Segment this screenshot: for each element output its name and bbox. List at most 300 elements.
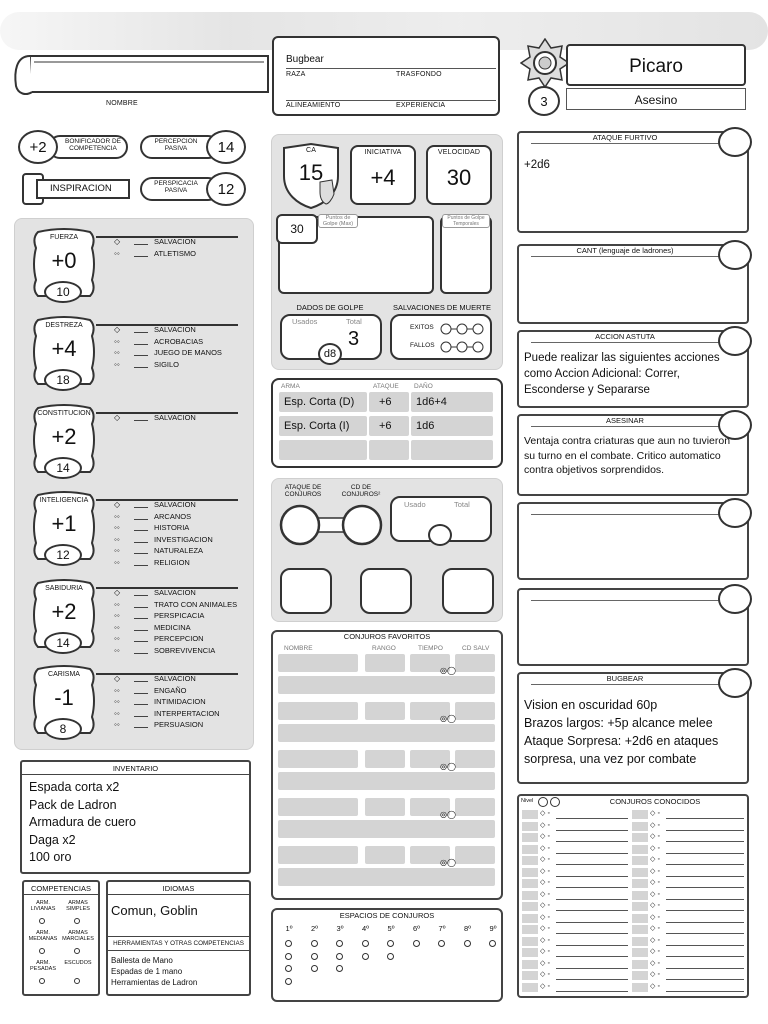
ability-modifier[interactable]: +2 — [51, 424, 77, 449]
known-spell-line[interactable] — [556, 876, 628, 877]
feature-uses-circle[interactable] — [718, 240, 752, 270]
favorite-spell-name[interactable] — [278, 654, 358, 672]
name-scroll-icon — [12, 52, 270, 100]
known-spell-level-field[interactable] — [522, 891, 538, 900]
name-label: NOMBRE — [106, 100, 138, 107]
known-spell-line[interactable] — [556, 853, 628, 854]
skill-row[interactable] — [114, 511, 191, 523]
spell-slot-level: 8º — [464, 924, 471, 933]
skill-label: HISTORIA — [154, 523, 190, 533]
spell-slot-bubble[interactable] — [285, 953, 292, 960]
ability-modifier[interactable]: +1 — [51, 511, 77, 536]
weapon-1-damage[interactable]: 1d6+4 — [411, 392, 493, 412]
spell-slot-level: 1º — [285, 924, 293, 933]
known-spell-line[interactable] — [556, 922, 628, 923]
known-spell-level-field[interactable] — [522, 879, 538, 888]
known-spell-line[interactable] — [666, 956, 744, 957]
inventory-item[interactable]: 100 oro — [29, 850, 72, 864]
known-spell-level-field[interactable] — [632, 971, 648, 980]
known-spell-line[interactable] — [556, 956, 628, 957]
diamond-icon[interactable]: ◇ — [114, 588, 121, 598]
known-spell-markers-icon[interactable]: ◇ ◦ — [540, 810, 550, 817]
favorite-spell-dc[interactable] — [455, 798, 495, 816]
ability-modifier[interactable]: +4 — [51, 336, 77, 361]
race-label: RAZA — [286, 71, 306, 78]
proficiency-checkbox[interactable] — [74, 978, 80, 984]
known-spell-line[interactable] — [556, 841, 628, 842]
known-spell-line[interactable] — [556, 899, 628, 900]
known-spell-level-field[interactable] — [522, 845, 538, 854]
known-spell-markers-icon[interactable]: ◇ ◦ — [650, 982, 660, 990]
tool-item[interactable]: Ballesta de Mano — [111, 956, 173, 965]
known-spell-level-field[interactable] — [522, 822, 538, 831]
favorite-spell-dc[interactable] — [455, 750, 495, 768]
favorite-spells-title: CONJUROS FAVORITOS — [343, 632, 431, 641]
known-spell-markers-icon[interactable]: ◇ ◦ — [540, 821, 550, 829]
known-spell-level-field[interactable] — [522, 902, 538, 911]
skill-row[interactable] — [114, 557, 190, 569]
known-spell-line[interactable] — [556, 887, 628, 888]
spell-slot-level: 6º — [413, 924, 420, 933]
weapon-3-attack[interactable] — [369, 440, 409, 460]
known-spell-line[interactable] — [666, 968, 744, 969]
spell-slot-bubble[interactable] — [489, 940, 496, 947]
known-spell-markers-icon[interactable]: ◇ ◦ — [650, 936, 660, 944]
spell-slot-bubble[interactable] — [362, 940, 369, 947]
known-spell-level-field[interactable] — [632, 948, 648, 957]
proficiency-checkbox[interactable] — [39, 948, 45, 954]
spell-slot-box-2[interactable] — [360, 568, 412, 614]
known-spell-line[interactable] — [666, 945, 744, 946]
ability-modifier[interactable]: -1 — [54, 685, 74, 710]
skill-bubbles-icon[interactable]: ◦◦ — [114, 622, 120, 632]
ability-score-value[interactable]: 18 — [56, 373, 70, 387]
skill-row[interactable] — [114, 236, 196, 248]
failures-label: FALLOS — [410, 342, 435, 349]
known-spell-markers-icon[interactable]: ◇ ◦ — [540, 959, 550, 967]
subclass-box[interactable] — [566, 88, 746, 110]
ability-name: DESTREZA — [45, 322, 83, 329]
known-spell-line[interactable] — [666, 876, 744, 877]
known-spell-markers-icon[interactable]: ◇ ◦ — [650, 913, 660, 921]
favorite-spell-range[interactable] — [365, 702, 405, 720]
known-spell-markers-icon[interactable]: ◇ ◦ — [650, 959, 660, 967]
skill-row[interactable] — [114, 545, 203, 557]
spell-slot-bubble[interactable] — [413, 940, 420, 947]
known-spell-level-field[interactable] — [522, 971, 538, 980]
spell-slot-bubble[interactable] — [311, 953, 318, 960]
ability-score[interactable] — [44, 544, 82, 566]
hit-dice-used-label: Usados — [292, 317, 318, 326]
known-spell-level-field[interactable] — [522, 925, 538, 934]
known-spell-markers-icon[interactable]: ◇ ◦ — [650, 810, 660, 817]
hit-dice-total[interactable]: 3 — [348, 328, 360, 350]
known-spell-level-field[interactable] — [632, 914, 648, 923]
level-value[interactable]: 3 — [540, 93, 548, 109]
known-spell-markers-icon[interactable]: ◇ ◦ — [540, 890, 550, 898]
concentration-ritual-icon[interactable]: ◎◯ — [440, 762, 456, 771]
known-spell-markers-icon[interactable]: ◇ ◦ — [650, 833, 660, 840]
spell-slot-level: 9º — [489, 924, 497, 933]
known-spell-level-field[interactable] — [522, 937, 538, 946]
known-spell-line[interactable] — [556, 991, 628, 992]
known-spell-level-field[interactable] — [522, 983, 538, 992]
known-spell-level-field[interactable] — [632, 983, 648, 992]
spell-slot-bubble[interactable] — [285, 965, 292, 972]
known-spell-level-field[interactable] — [632, 891, 648, 900]
skill-bubbles-icon[interactable]: ◦◦ — [114, 523, 120, 533]
skill-label: INTIMIDACION — [154, 697, 206, 707]
spell-slot-bubble[interactable] — [336, 965, 343, 972]
known-spell-level-field[interactable] — [632, 937, 648, 946]
skill-bubbles-icon[interactable]: ◦◦ — [114, 685, 120, 695]
skill-bubbles-icon[interactable]: ◦◦ — [114, 720, 120, 730]
skill-row[interactable] — [114, 708, 220, 720]
diamond-icon[interactable]: ◇ — [114, 500, 121, 510]
skill-row[interactable] — [114, 248, 196, 260]
spell-stats-icon[interactable] — [278, 502, 384, 548]
diamond-icon[interactable]: ◇ — [114, 237, 121, 247]
known-spell-level-field[interactable] — [632, 822, 648, 831]
spell-slot-bubble[interactable] — [336, 953, 343, 960]
speed-value[interactable]: 30 — [446, 165, 472, 190]
skill-row[interactable] — [114, 499, 196, 511]
ability-score-value[interactable]: 14 — [56, 461, 70, 475]
known-spell-markers-icon[interactable]: ◇ ◦ — [540, 936, 550, 944]
ability-score-value[interactable]: 10 — [56, 285, 70, 299]
skill-bubbles-icon[interactable]: ◦◦ — [114, 611, 120, 621]
known-spell-line[interactable] — [666, 991, 744, 992]
proficiencies-title: COMPETENCIAS — [30, 884, 91, 893]
ability-score-value[interactable]: 14 — [56, 636, 70, 650]
spell-slot-bubble[interactable] — [362, 953, 369, 960]
known-spell-line[interactable] — [666, 899, 744, 900]
known-spell-level-field[interactable] — [522, 868, 538, 877]
known-spell-markers-icon[interactable]: ◇ ◦ — [650, 821, 660, 829]
ability-modifier[interactable]: +2 — [51, 599, 77, 624]
subclass-value[interactable]: Asesino — [634, 93, 678, 107]
passive-insight-value[interactable]: 12 — [217, 180, 235, 198]
known-spell-level-field[interactable] — [522, 960, 538, 969]
spell-dc-label: CD DE CONJUROS² — [341, 484, 381, 498]
concentration-ritual-icon[interactable]: ◎◯ — [440, 810, 456, 819]
favorite-spell-name[interactable] — [278, 702, 358, 720]
tool-item[interactable]: Espadas de 1 mano — [111, 967, 183, 976]
spell-slot-level: 4º — [362, 924, 369, 933]
weapon-1-attack[interactable]: +6 — [369, 392, 409, 412]
ability-score-value[interactable]: 8 — [59, 722, 67, 736]
tool-item[interactable]: Herramientas de Ladron — [111, 978, 198, 987]
spell-slot-bubble[interactable] — [311, 940, 318, 947]
skill-row[interactable] — [114, 719, 203, 731]
known-spell-markers-icon[interactable]: ◇ ◦ — [540, 982, 550, 990]
skill-bubbles-icon[interactable]: ◦◦ — [114, 634, 120, 644]
feature-box[interactable] — [517, 131, 749, 233]
known-spell-line[interactable] — [556, 864, 628, 865]
known-spell-markers-icon[interactable]: ◇ ◦ — [540, 902, 550, 909]
known-spell-markers-icon[interactable]: ◇ ◦ — [650, 844, 660, 852]
favorite-spell-dc[interactable] — [455, 654, 495, 672]
proficiency-checkbox[interactable] — [74, 918, 80, 924]
class-value[interactable]: Picaro — [629, 56, 683, 77]
initiative-value[interactable]: +4 — [370, 165, 396, 190]
favorite-spell-notes[interactable] — [278, 724, 495, 742]
skill-row[interactable] — [114, 685, 187, 697]
diamond-icon[interactable]: ◇ — [114, 413, 121, 423]
hp-max-value[interactable]: 30 — [290, 222, 304, 236]
known-spell-line[interactable] — [666, 864, 744, 865]
skill-bubbles-icon[interactable]: ◦◦ — [114, 336, 120, 346]
feature-uses-circle[interactable] — [718, 498, 752, 528]
concentration-ritual-icon[interactable]: ◎◯ — [440, 714, 456, 723]
skill-row[interactable] — [114, 610, 204, 622]
death-save-bubbles-icon[interactable] — [438, 321, 490, 357]
known-spell-markers-icon[interactable]: ◇ ◦ — [650, 856, 660, 863]
concentration-ritual-icon[interactable]: ◎◯ — [440, 666, 456, 675]
proficiency-label: ARM. PESADAS — [30, 960, 56, 972]
known-spell-line[interactable] — [666, 922, 744, 923]
weapons-box — [271, 378, 503, 468]
hp-temp-label: Puntos de Golpe Temporales — [442, 214, 490, 228]
skill-bubbles-icon[interactable]: ◦◦ — [114, 599, 120, 609]
skill-label: ARCANOS — [154, 511, 192, 521]
feature-line: Ataque Sorpresa: +2d6 en ataques sorpresa, una vez por combate — [524, 734, 719, 766]
languages-value[interactable]: Comun, Goblin — [111, 903, 198, 918]
feature-uses-circle[interactable] — [718, 584, 752, 614]
known-spell-line[interactable] — [666, 979, 744, 980]
spell-slot-bubble[interactable] — [336, 940, 343, 947]
weapon-2-name[interactable]: Esp. Corta (I) — [279, 416, 367, 436]
skill-row[interactable] — [114, 359, 179, 371]
armor-class[interactable] — [280, 142, 342, 210]
known-spell-line[interactable] — [556, 818, 628, 819]
weapon-2-attack[interactable]: +6 — [369, 416, 409, 436]
skill-row[interactable] — [114, 673, 196, 685]
known-spell-markers-icon[interactable]: ◇ ◦ — [540, 867, 550, 875]
race-value[interactable]: Bugbear — [286, 54, 324, 65]
known-spell-level-field[interactable] — [632, 810, 648, 819]
passive-perception-value[interactable]: 14 — [217, 138, 235, 156]
proficiency-value[interactable]: +2 — [29, 138, 47, 156]
feature-title: ACCION ASTUTA — [595, 332, 655, 341]
favorite-spell-dc[interactable] — [455, 846, 495, 864]
level-circle[interactable] — [528, 86, 560, 116]
favorite-spell-range[interactable] — [365, 654, 405, 672]
favorite-spell-range[interactable] — [365, 750, 405, 768]
ability-score[interactable] — [44, 369, 82, 391]
spell-slot-bubble[interactable] — [387, 953, 394, 960]
hit-dice-total-label: Total — [346, 317, 362, 326]
prepared-badge-icon — [538, 797, 548, 807]
known-spell-line[interactable] — [666, 818, 744, 819]
known-spell-markers-icon[interactable]: ◇ ◦ — [650, 925, 660, 932]
feature-line: Vision en oscuridad 60p — [524, 698, 658, 712]
known-spell-line[interactable] — [666, 910, 744, 911]
initiative-label: INICIATIVA — [364, 149, 402, 156]
ability-score[interactable] — [44, 457, 82, 479]
spell-slot-box-3[interactable] — [442, 568, 494, 614]
spell-slot-level: 3º — [336, 924, 344, 933]
favorite-spell-notes[interactable] — [278, 820, 495, 838]
spell-slot-bubble[interactable] — [285, 978, 292, 985]
skill-label: TRATO CON ANIMALES — [154, 599, 238, 609]
feature-text: +2d6 — [524, 159, 550, 171]
initiative-box[interactable] — [350, 145, 416, 205]
skill-bubbles-icon[interactable]: ◦◦ — [114, 511, 120, 521]
known-spell-level-field[interactable] — [632, 845, 648, 854]
feature-uses-circle[interactable] — [718, 127, 752, 157]
known-spell-line[interactable] — [666, 887, 744, 888]
known-spell-markers-icon[interactable]: ◇ ◦ — [650, 902, 660, 909]
concentration-ritual-icon[interactable]: ◎◯ — [440, 858, 456, 867]
known-spell-level-field[interactable] — [522, 856, 538, 865]
known-spell-markers-icon[interactable]: ◇ ◦ — [540, 948, 550, 955]
skill-label: SOBREVIVENCIA — [154, 645, 216, 655]
ability-score[interactable] — [44, 718, 82, 740]
ability-score[interactable] — [44, 632, 82, 654]
favorite-spell-notes[interactable] — [278, 868, 495, 886]
known-spell-markers-icon[interactable]: ◇ ◦ — [540, 844, 550, 852]
known-spell-level-field[interactable] — [632, 868, 648, 877]
name-banner[interactable] — [12, 52, 270, 100]
known-spell-line[interactable] — [556, 830, 628, 831]
inventory-item[interactable]: Espada corta x2 — [29, 780, 120, 794]
weapons-header-attack: ATAQUE — [373, 383, 399, 390]
favorite-spell-name[interactable] — [278, 750, 358, 768]
skill-row[interactable] — [114, 522, 189, 534]
ac-value[interactable]: 15 — [298, 160, 324, 185]
weapon-2-damage[interactable]: 1d6 — [411, 416, 493, 436]
skill-label: JUEGO DE MANOS — [154, 348, 222, 358]
spell-slot-bubble[interactable] — [464, 940, 471, 947]
skill-bubbles-icon[interactable]: ◦◦ — [114, 708, 120, 718]
proficiency-checkbox[interactable] — [39, 978, 45, 984]
known-spell-level-field[interactable] — [522, 810, 538, 819]
skill-row[interactable] — [114, 587, 196, 599]
ability-name: FUERZA — [50, 234, 78, 241]
skill-row[interactable] — [114, 347, 222, 359]
skill-bubbles-icon[interactable]: ◦◦ — [114, 697, 120, 707]
favorite-spell-notes[interactable] — [278, 676, 495, 694]
known-spell-line[interactable] — [556, 910, 628, 911]
known-spell-markers-icon[interactable]: ◇ ◦ — [540, 879, 550, 886]
known-spell-line[interactable] — [556, 945, 628, 946]
inventory-list — [29, 779, 247, 867]
weapons-header-damage: DAÑO — [414, 383, 433, 390]
spell-slot-bubble[interactable] — [311, 965, 318, 972]
speed-box[interactable] — [426, 145, 492, 205]
skill-bubbles-icon[interactable]: ◦◦ — [114, 557, 120, 567]
favorite-spell-name[interactable] — [278, 846, 358, 864]
known-spell-level-field[interactable] — [522, 833, 538, 842]
spell-slot-bubble[interactable] — [285, 940, 292, 947]
favorite-spell-name[interactable] — [278, 798, 358, 816]
known-spell-line[interactable] — [556, 979, 628, 980]
proficiency-checkbox[interactable] — [74, 948, 80, 954]
skill-bubbles-icon[interactable]: ◦◦ — [114, 359, 120, 369]
known-spell-line[interactable] — [556, 933, 628, 934]
skill-bubbles-icon[interactable]: ◦◦ — [114, 348, 120, 358]
skill-bubbles-icon[interactable]: ◦◦ — [114, 248, 120, 258]
known-spell-markers-icon[interactable]: ◇ ◦ — [540, 833, 550, 840]
weapon-3-damage[interactable] — [411, 440, 493, 460]
spell-slot-box-1[interactable] — [280, 568, 332, 614]
known-spell-level-field[interactable] — [632, 833, 648, 842]
inventory-item[interactable]: Pack de Ladron — [29, 797, 117, 812]
skill-bubbles-icon[interactable]: ◦◦ — [114, 534, 120, 544]
known-spell-level-field[interactable] — [522, 948, 538, 957]
inventory-item[interactable]: Armadura de cuero — [29, 815, 137, 829]
known-spell-markers-icon[interactable]: ◇ ◦ — [540, 856, 550, 863]
known-spell-markers-icon[interactable]: ◇ ◦ — [540, 925, 550, 932]
skill-row[interactable] — [114, 696, 206, 708]
favorite-spell-range[interactable] — [365, 846, 405, 864]
class-box[interactable] — [566, 44, 746, 86]
spell-slot-bubble[interactable] — [387, 940, 394, 947]
known-spell-markers-icon[interactable]: ◇ ◦ — [540, 971, 550, 978]
known-spell-level-field[interactable] — [632, 960, 648, 969]
ability-modifier[interactable]: +0 — [51, 248, 77, 273]
known-spell-line[interactable] — [666, 830, 744, 831]
known-spells-level-badges — [538, 797, 560, 809]
ability-score-value[interactable]: 12 — [56, 548, 70, 562]
favorite-spell-notes[interactable] — [278, 772, 495, 790]
death-saves-box — [390, 314, 492, 360]
proficiency-checkbox[interactable] — [39, 918, 45, 924]
ritual-badge-icon — [550, 797, 560, 807]
favorite-spell-range[interactable] — [365, 798, 405, 816]
skill-bubbles-icon[interactable]: ◦◦ — [114, 645, 120, 655]
diamond-icon[interactable]: ◇ — [114, 674, 121, 684]
skill-row[interactable] — [114, 412, 196, 424]
inventory-item[interactable]: Daga x2 — [29, 832, 76, 847]
skill-row[interactable] — [114, 622, 191, 634]
feature-title: BUGBEAR — [606, 674, 644, 683]
skill-row[interactable] — [114, 633, 204, 645]
known-spell-line[interactable] — [666, 853, 744, 854]
skill-row[interactable] — [114, 336, 203, 348]
ability-score[interactable] — [44, 281, 82, 303]
known-spell-level-field[interactable] — [632, 856, 648, 865]
weapon-1-name[interactable]: Esp. Corta (D) — [279, 392, 367, 412]
hp-max-label: Puntos de Golpe (Max) — [318, 214, 358, 228]
skill-row[interactable] — [114, 599, 237, 611]
known-spell-line[interactable] — [666, 841, 744, 842]
known-spell-markers-icon[interactable]: ◇ ◦ — [650, 948, 660, 955]
skill-row[interactable] — [114, 534, 213, 546]
known-spell-markers-icon[interactable]: ◇ ◦ — [650, 879, 660, 886]
skill-label: RELIGION — [154, 557, 190, 567]
diamond-icon[interactable]: ◇ — [114, 325, 121, 335]
known-spell-line[interactable] — [666, 933, 744, 934]
weapon-3-name[interactable] — [279, 440, 367, 460]
favorite-spell-dc[interactable] — [455, 702, 495, 720]
known-spell-markers-icon[interactable]: ◇ ◦ — [650, 971, 660, 978]
spell-slot-bubble[interactable] — [438, 940, 445, 947]
known-spell-markers-icon[interactable]: ◇ ◦ — [650, 890, 660, 898]
known-spell-markers-icon[interactable]: ◇ ◦ — [650, 867, 660, 875]
feature-uses-circle[interactable] — [718, 668, 752, 698]
known-spell-level-field[interactable] — [522, 914, 538, 923]
skill-bubbles-icon[interactable]: ◦◦ — [114, 546, 120, 556]
skill-row[interactable] — [114, 645, 215, 657]
known-spell-markers-icon[interactable]: ◇ ◦ — [540, 913, 550, 921]
known-spell-level-field[interactable] — [632, 925, 648, 934]
skill-row[interactable] — [114, 324, 196, 336]
known-spell-line[interactable] — [556, 968, 628, 969]
known-spell-level-field[interactable] — [632, 879, 648, 888]
known-spell-level-field[interactable] — [632, 902, 648, 911]
